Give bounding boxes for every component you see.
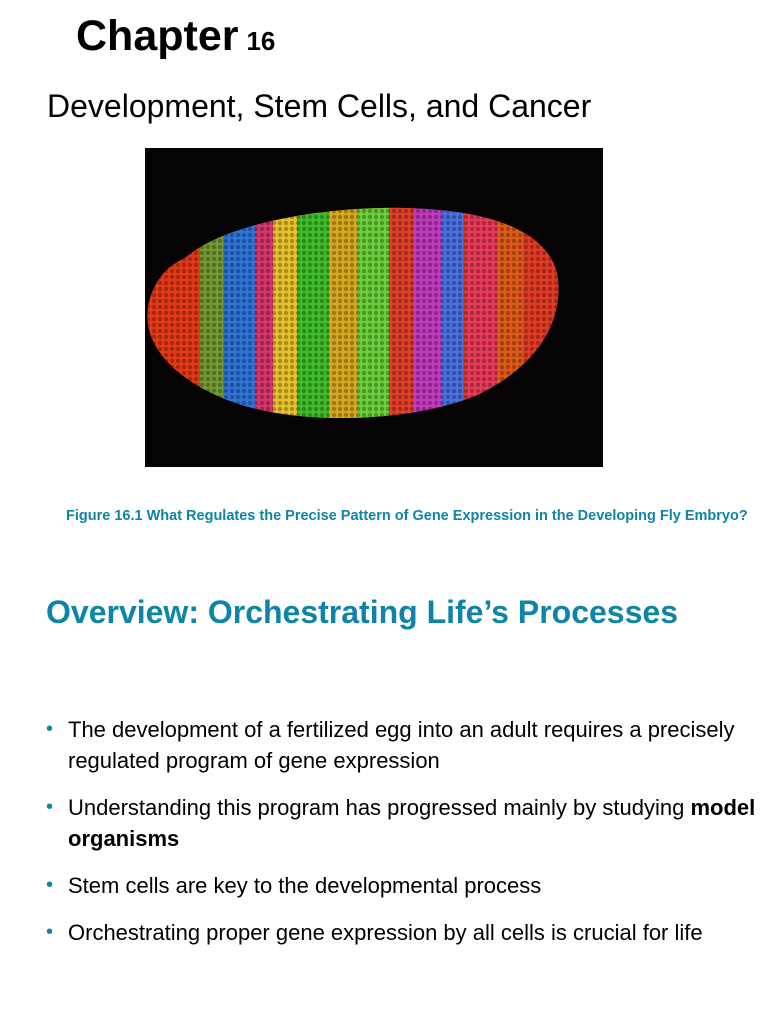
- fly-embryo-image: [145, 148, 603, 467]
- chapter-title: [76, 12, 275, 61]
- figure-caption: Figure 16.1 What Regulates the Precise Pattern of Gene Expression in the Developing Fly Embryo?: [66, 508, 748, 524]
- bullet-icon: •: [46, 796, 54, 818]
- bullet-item: [46, 917, 756, 948]
- bullet-list: [46, 714, 756, 964]
- bullet-text: Understanding this program has progressed mainly by studying: [68, 795, 691, 820]
- fly-embryo-illustration: [145, 148, 603, 467]
- bullet-text: Orchestrating proper gene expression by all cells is crucial for life: [68, 920, 703, 945]
- bullet-item: [46, 714, 756, 776]
- bullet-text: Stem cells are key to the developmental process: [68, 873, 542, 898]
- chapter-subtitle: Development, Stem Cells, and Cancer: [47, 88, 592, 124]
- chapter-word: Chapter: [76, 12, 239, 60]
- bullet-icon: •: [46, 718, 54, 740]
- bullet-item: [46, 792, 756, 854]
- bullet-item: [46, 870, 756, 901]
- bullet-bold-term: model organisms: [68, 795, 756, 851]
- section-heading: Overview: Orchestrating Life’s Processes: [46, 594, 678, 630]
- bullet-icon: •: [46, 921, 54, 943]
- embryo-body: [145, 148, 603, 467]
- bullet-icon: •: [46, 874, 54, 896]
- chapter-number: 16: [246, 26, 276, 56]
- bullet-text: The development of a fertilized egg into an adult requires a precisely regulated program of gene expression: [68, 717, 735, 773]
